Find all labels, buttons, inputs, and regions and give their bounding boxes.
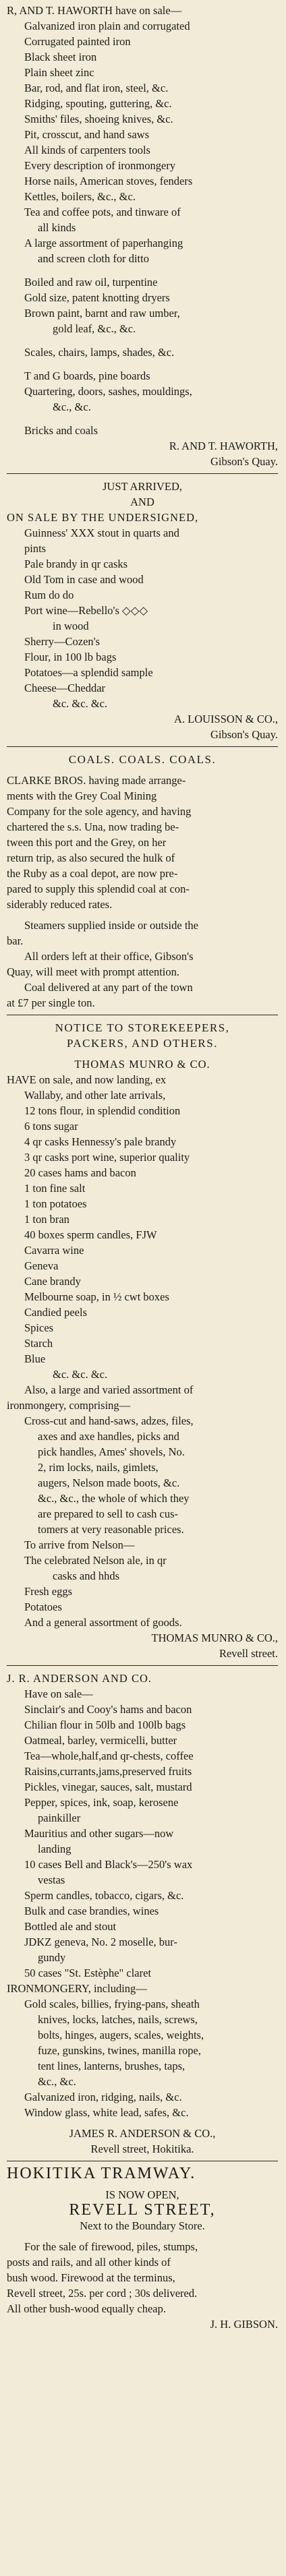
ad-line: COALS. COALS. COALS. (68, 753, 217, 766)
ad-line: in wood (53, 620, 89, 632)
divider (7, 746, 278, 747)
ad-line: Sherry—Cozen's (24, 635, 101, 648)
ad-line: Corrugated painted iron (24, 35, 131, 48)
ad-line: Melbourne soap, in ½ cwt boxes (24, 1290, 169, 1303)
ad-line: Sinclair's and Cooy's hams and bacon (24, 1703, 192, 1716)
ad-line: the Ruby as a coal depot, are now pre- (7, 867, 178, 880)
ad-line: &c., &c. (38, 2075, 76, 2088)
ad-line: J. R. ANDERSON AND CO. (7, 1672, 152, 1685)
ad-line: For the sale of firewood, piles, stumps, (24, 2240, 198, 2253)
ad-line: 1 ton potatoes (24, 1197, 87, 1210)
ad-line: THOMAS MUNRO & CO. (74, 1058, 210, 1071)
ad-line: Scales, chairs, lamps, shades, &c. (24, 346, 175, 359)
ad-line: bolts, hinges, augers, scales, weights, (38, 2029, 204, 2041)
ad-line: PACKERS, AND OTHERS. (67, 1037, 218, 1050)
ad-line: 2, rim locks, nails, gimlets, (38, 1461, 159, 1474)
ad-line: Galvanized iron, ridging, nails, &c. (24, 2091, 182, 2103)
ad-line: Spices (24, 1321, 54, 1334)
ad-line: Pale brandy in qr casks (24, 558, 128, 570)
ad-line: painkiller (38, 1811, 81, 1824)
divider (7, 1665, 278, 1666)
ad-line: 1 ton fine salt (24, 1182, 86, 1195)
ad-line: Gold size, patent knotting dryers (24, 291, 170, 304)
ad-line: &c. &c. &c. (53, 1368, 108, 1381)
ad-line: tent lines, lanterns, brushes, taps, (38, 2060, 185, 2072)
ad-line: Every description of ironmongery (24, 159, 176, 172)
ad-line: siderably reduced rates. (7, 898, 113, 911)
ad-line: 12 tons flour, in splendid condition (24, 1104, 181, 1117)
ad-line: Ridging, spouting, guttering, &c. (24, 97, 172, 110)
ad-line: Have on sale— (24, 1687, 93, 1700)
ad-line: Kettles, boilers, &c., &c. (24, 190, 136, 203)
ad-line: Smiths' files, shoeing knives, &c. (24, 113, 173, 125)
ad-line: Black sheet iron (24, 51, 97, 63)
anderson-ad (7, 1671, 278, 2157)
spacer (7, 767, 278, 773)
ad-line: Rum do do (24, 589, 74, 601)
ad-line: Blue (24, 1352, 46, 1365)
ad-line: 4 qr casks Hennessy's pale brandy (24, 1135, 177, 1148)
ad-line: Galvanized iron plain and corrugated (24, 20, 190, 32)
ad-line: 6 tons sugar (24, 1120, 78, 1133)
ad-line: Quartering, doors, sashes, mouldings, (24, 385, 192, 398)
ad-line: are prepared to sell to cash cus- (38, 1507, 178, 1520)
spacer (7, 266, 278, 274)
ad-line: Flour, in 100 lb bags (24, 651, 117, 663)
ad-line: Candied peels (24, 1306, 88, 1319)
spacer (7, 1051, 278, 1056)
ad-line: R. AND T. HAWORTH, (169, 440, 278, 452)
ad-line: Revell street, 25s. per cord ; 30s delivered. (7, 2287, 198, 2300)
haworth-ad (7, 3, 278, 469)
ad-line: JDKZ geneva, No. 2 moselle, bur- (24, 1936, 177, 1948)
ad-line: IRONMONGERY, including— (7, 1982, 147, 1995)
ad-line: Gibson's Quay. (210, 455, 278, 468)
ad-line: 40 boxes sperm candles, FJW (24, 1228, 157, 1241)
ad-line: JUST ARRIVED, (103, 480, 182, 493)
ad-line: Revell street. (219, 1647, 278, 1660)
ad-line: ments with the Grey Coal Mining (7, 789, 157, 802)
spacer (7, 415, 278, 423)
ad-line: HAVE on sale, and now landing, ex (7, 1073, 167, 1086)
ad-line: 20 cases hams and bacon (24, 1166, 136, 1179)
ad-line: IS NOW OPEN, (105, 2188, 179, 2201)
ad-line: R, AND T. HAWORTH have on sale— (7, 4, 182, 17)
ad-line: pared to supply this splendid coal at con- (7, 882, 190, 895)
ad-line: &c., &c. (53, 400, 91, 413)
ad-line: Potatoes—a splendid sample (24, 666, 153, 679)
ad-line: Potatoes (24, 1600, 62, 1613)
ad-line: tween this port and the Grey, on her (7, 836, 167, 849)
ad-line: posts and rails, and all other kinds of (7, 2256, 171, 2269)
ad-line: All other bush-wood equally cheap. (7, 2302, 166, 2315)
spacer (7, 912, 278, 918)
ad-line: Raisins,currants,jams,preserved fruits (24, 1765, 192, 1778)
ad-line: 1 ton bran (24, 1213, 69, 1226)
divider (7, 473, 278, 474)
ad-line: Bulk and case brandies, wines (24, 1905, 159, 1917)
ad-line: &c., &c., the whole of which they (38, 1492, 190, 1505)
ad-line: Pepper, spices, ink, soap, kerosene (24, 1796, 179, 1809)
ad-line: A large assortment of paperhanging (24, 237, 183, 249)
ad-line: Fresh eggs (24, 1585, 73, 1598)
ad-line: Cavarra wine (24, 1244, 84, 1257)
ad-line: Steamers supplied inside or outside the (24, 919, 198, 932)
ad-line: 10 cases Bell and Black's—250's wax (24, 1858, 193, 1871)
ad-line: knives, locks, latches, nails, screws, (38, 2013, 198, 2026)
ad-line: Bricks and coals (24, 424, 98, 437)
munro-ad (7, 1020, 278, 1661)
ad-line: NOTICE TO STOREKEEPERS, (55, 1021, 230, 1034)
ad-line: The celebrated Nelson ale, in qr (24, 1554, 167, 1567)
ad-line: Cheese—Cheddar (24, 682, 106, 694)
ad-line: Company for the sole agency, and having (7, 805, 192, 818)
ad-line: Pickles, vinegar, sauces, salt, mustard (24, 1780, 192, 1793)
ad-line: Horse nails, American stoves, fenders (24, 175, 193, 187)
ad-line: return trip, as also secured the hulk of (7, 851, 175, 864)
ad-line: Geneva (24, 1259, 59, 1272)
ad-line: 3 qr casks port wine, superior quality (24, 1151, 190, 1164)
clarke-coals-ad (7, 752, 278, 1011)
louisson-ad (7, 479, 278, 742)
ad-line: T and G boards, pine boards (24, 369, 150, 382)
ad-line: Tea and coffee pots, and tinware of (24, 206, 181, 218)
ad-line: Tea—whole,half,and qr-chests, coffee (24, 1749, 194, 1762)
ad-line: Gold scales, billies, frying-pans, sheath (24, 1998, 200, 2010)
ad-line: &c. &c. &c. (53, 697, 108, 710)
ad-line: casks and hhds (53, 1569, 119, 1582)
ad-line: Chilian flour in 50lb and 100lb bags (24, 1718, 186, 1731)
ad-line: Cross-cut and hand-saws, adzes, files, (24, 1414, 194, 1427)
ad-line: HOKITIKA TRAMWAY. (7, 2166, 196, 2182)
ad-line: To arrive from Nelson— (24, 1538, 135, 1551)
ad-line: Mauritius and other sugars—now (24, 1827, 174, 1840)
ad-line: Also, a large and varied assortment of (24, 1383, 194, 1396)
ad-line: Guinness' XXX stout in quarts and (24, 527, 179, 539)
ad-line: Boiled and raw oil, turpentine (24, 276, 158, 289)
ad-line: THOMAS MUNRO & CO., (151, 1631, 278, 1644)
ad-line: ironmongery, comprising— (7, 1399, 131, 1412)
ad-line: And a general assortment of goods. (24, 1616, 182, 1629)
ad-line: Oatmeal, barley, vermicelli, butter (24, 1734, 177, 1747)
spacer (7, 2120, 278, 2126)
ad-line: vestas (38, 1874, 65, 1886)
ad-line: bush wood. Firewood at the terminus, (7, 2271, 175, 2284)
ad-line: Bar, rod, and flat iron, steel, &c. (24, 82, 169, 94)
ad-line: All kinds of carpenters tools (24, 144, 150, 156)
ad-line: Quay, will meet with prompt attention. (7, 965, 180, 978)
ad-line: landing (38, 1843, 72, 1855)
ad-line: all kinds (38, 221, 76, 234)
ad-line: Sperm candles, tobacco, cigars, &c. (24, 1889, 184, 1902)
ad-line: Brown paint, barnt and raw umber, (24, 307, 180, 320)
ad-line: 50 cases "St. Estèphe" claret (24, 1967, 152, 1979)
spacer (7, 360, 278, 368)
spacer (7, 336, 278, 345)
ad-line: Old Tom in case and wood (24, 573, 144, 586)
ad-line: axes and axe handles, picks and (38, 1430, 179, 1443)
ad-line: Bottled ale and stout (24, 1920, 117, 1933)
ad-line: CLARKE BROS. having made arrange- (7, 774, 186, 787)
ad-line: Starch (24, 1337, 53, 1350)
ad-line: pints (24, 542, 47, 555)
ad-line: Gibson's Quay. (210, 728, 278, 741)
ad-line: All orders left at their office, Gibson's (24, 950, 194, 963)
ad-line: A. LOUISSON & CO., (173, 713, 278, 725)
ad-line: chartered the s.s. Una, now trading be- (7, 820, 179, 833)
ad-line: Wallaby, and other late arrivals, (24, 1089, 166, 1102)
ad-line: Next to the Boundary Store. (80, 2219, 205, 2232)
ad-line: pick handles, Ames' shovels, No. (38, 1445, 185, 1458)
ad-line: fuze, gunskins, twines, manilla rope, (38, 2044, 201, 2057)
ad-line: Pit, crosscut, and hand saws (24, 128, 150, 141)
ad-line: gundy (38, 1951, 66, 1964)
ad-line: Plain sheet zinc (24, 66, 94, 79)
ad-line: Window glass, white lead, safes, &c. (24, 2106, 189, 2119)
spacer (7, 2182, 278, 2187)
ad-line: bar. (7, 934, 24, 947)
spacer (7, 2234, 278, 2239)
ad-line: REVELL STREET, (69, 2203, 216, 2218)
ad-line: at £7 per single ton. (7, 996, 95, 1009)
ad-line: Cane brandy (24, 1275, 81, 1288)
ad-line: J. H. GIBSON. (210, 2318, 278, 2331)
ad-line: gold leaf, &c., &c. (53, 322, 136, 335)
ad-line: ON SALE BY THE UNDERSIGNED, (7, 511, 199, 524)
ad-line: augers, Nelson made boots, &c. (38, 1476, 180, 1489)
tramway-ad (7, 2166, 278, 2332)
ad-line: and screen cloth for ditto (38, 252, 149, 265)
ad-line: JAMES R. ANDERSON & CO., (69, 2127, 216, 2140)
ad-line: Coal delivered at any part of the town (24, 981, 193, 994)
ad-line: Revell street, Hokitika. (90, 2143, 194, 2155)
ad-line: tomers at very reasonable prices. (38, 1523, 184, 1536)
ad-line: Port wine—Rebello's ◇◇◇ (24, 604, 148, 617)
ad-line: AND (130, 496, 154, 508)
